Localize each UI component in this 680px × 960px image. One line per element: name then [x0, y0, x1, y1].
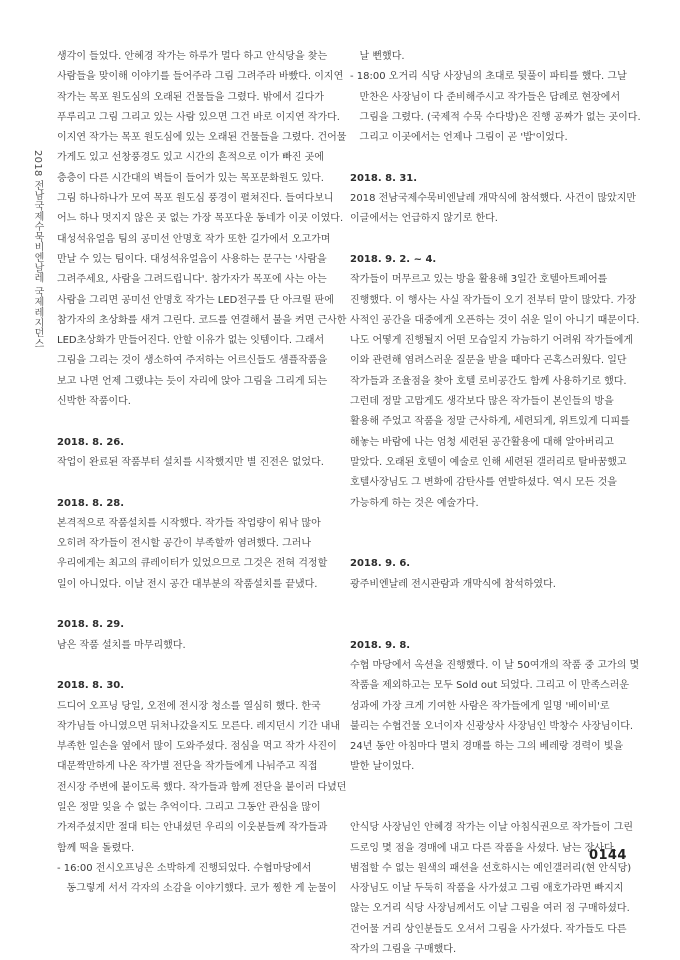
blank-line [350, 514, 640, 534]
text-line: 이와 관련해 염려스러운 질문을 받을 때마다 곤혹스러웠다. 일단 [350, 355, 627, 367]
text-line: 오히려 작가들이 전시할 공간이 부족할까 염려했다. 그러나 [57, 538, 312, 550]
text-line: 건어물 거리 상인분들도 오셔서 그림을 사가셨다. 작가들도 다른 [350, 923, 627, 935]
text-line: 진행했다. 이 행사는 사실 작가들이 오기 전부터 말이 많았다. 가장 [350, 294, 637, 306]
text-line: 남은 작품 설치를 마무리했다. [57, 639, 186, 651]
text-line: 동그렇게 서서 각자의 소감을 이야기했다. 코가 찡한 게 눈물이 [57, 883, 337, 895]
text-line: 사람들을 맞이해 이야기를 들어주라 그림 그려주라 바빴다. 이지연 [57, 71, 344, 83]
date-heading: 2018. 8. 26. [57, 436, 125, 448]
text-line: 가져주셨지만 절대 티는 안내셨던 우리의 이웃분들께 작가들과 [57, 822, 328, 834]
sidebar-event-title: 전남국제수묵비엔날레 국제레지던스 [32, 180, 43, 349]
text-line: 가게도 있고 선창풍경도 있고 시간의 흔적으로 이가 빠진 곳에 [57, 152, 324, 164]
text-line: 생각이 들었다. 안혜경 작가는 하루가 멀다 하고 안식당을 찾는 [57, 51, 328, 62]
blank-line [350, 595, 640, 615]
blank-line [57, 473, 344, 493]
text-line: 대문짝만하게 나온 작가별 전단을 작가들에게 나눠주고 직접 [57, 761, 318, 773]
text-line: 작가의 그림을 구매했다. [350, 944, 457, 956]
text-line: 활용해 주었고 작품을 정말 근사하게, 세련되게, 위트있게 디피를 [350, 416, 630, 428]
text-line: 작품을 제외하고는 모두 Sold out 되었다. 그리고 이 만족스러운 [350, 680, 630, 692]
text-line: 작가님들 아니였으면 뒤처나갔을지도 모른다. 레지던시 기간 내내 [57, 720, 341, 732]
text-line: 층층이 다른 시간대의 벽들이 들어가 있는 목포문화원도 있다. [57, 172, 324, 184]
page-number: 0144 [589, 848, 627, 863]
date-heading: 2018. 8. 30. [57, 680, 125, 692]
text-line: - 18:00 오거리 식당 사장님의 초대로 뒷풀이 파티를 했다. 그날 [350, 71, 627, 83]
text-line: 작가들이 머무르고 있는 방을 활용해 3일간 호텔아트페어를 [350, 274, 608, 286]
text-line: 만찬은 사장님이 다 준비해주시고 작가들은 답례로 현장에서 [350, 91, 621, 103]
blank-line [350, 798, 640, 818]
text-line: 2018 전남국제수묵비엔날레 개막식에 참석했다. 사건이 많았지만 [350, 193, 637, 205]
text-line: 드디어 오프닝 당일, 오전에 전시장 청소를 열심히 했다. 한국 [57, 700, 321, 712]
right-column [350, 47, 640, 960]
sidebar-title [30, 150, 44, 348]
text-line: 안식당 사장님인 안혜경 작가는 이날 아침식권으로 작가들이 그린 [350, 822, 634, 834]
text-line: 불리는 수협건물 오너이자 신광상사 사장님인 박창수 사장님이다. [350, 720, 634, 732]
text-line: 작가는 목포 원도심의 오래된 건물들을 그렸다. 밖에서 길다가 [57, 91, 324, 103]
blank-line [57, 412, 344, 432]
text-line: 일이 아니었다. 이날 전시 공간 대부분의 작품설치를 끝냈다. [57, 578, 318, 590]
text-line: 사람을 그리면 공미선 안명호 작가는 LED전구를 단 아크릴 판에 [57, 294, 334, 306]
text-line: 그림을 그리는 것이 생소하여 주저하는 어르신들도 샘플작품을 [57, 355, 328, 367]
text-line: 작가들과 조율점을 찾아 호텔 로비공간도 함께 사용하기로 했다. [350, 375, 627, 387]
text-line: 우리에게는 최고의 큐레이터가 있었으므로 그것은 전혀 걱정할 [57, 558, 328, 570]
text-line: 날 뻔했다. [350, 51, 405, 62]
text-line: 성과에 가장 크게 기여한 사람은 작가들에게 일명 '베이비'로 [350, 700, 610, 712]
text-line: 함께 떡을 돌렸다. [57, 842, 135, 854]
blank-line [57, 656, 344, 676]
text-line: 가능하게 하는 것은 예술가다. [350, 497, 479, 509]
text-line: 않는 오거리 식당 사장님께서도 이날 그림을 여러 점 구매하셨다. [350, 903, 630, 915]
text-line: 신박한 작품이다. [57, 396, 131, 408]
text-line: 드로잉 몇 점을 경매에 내고 다른 작품을 사셨다. 남는 장사다. [350, 842, 617, 854]
date-heading: 2018. 8. 28. [57, 497, 125, 509]
text-line: 사장님도 이날 두둑히 작품을 사가셨고 그림 애호가라면 빠지지 [350, 883, 624, 895]
text-line: 이글에서는 언급하지 않기로 한다. [350, 213, 498, 225]
text-line: 그림을 그렸다. (국제적 수묵 수다방)은 진행 공짜가 없는 곳이다. [350, 111, 641, 123]
text-line: 이지연 작가는 목포 원도심에 있는 오래된 건물들을 그렸다. 건어물 [57, 132, 347, 144]
sidebar-year: 2018 [32, 150, 43, 177]
text-line: 해놓는 바람에 나는 엄청 세련된 공간활용에 대해 알아버리고 [350, 436, 614, 448]
text-line: 일은 정말 잊을 수 없는 추억이다. 그리고 그동안 관심을 많이 [57, 801, 321, 813]
text-line: 그림 하나하나가 모여 목포 원도심 풍경이 펼쳐진다. 들여다보니 [57, 193, 334, 205]
date-heading: 2018. 8. 29. [57, 619, 125, 631]
text-line: 그려주세요, 사람을 그려드립니다'. 참가자가 목포에 사는 아는 [57, 274, 327, 286]
text-line: 작업이 완료된 작품부터 설치를 시작했지만 별 진전은 없었다. [57, 456, 324, 468]
text-line: 수협 마당에서 옥션을 진행했다. 이 날 50여개의 작품 중 고가의 몇 [350, 659, 640, 671]
blank-line [350, 615, 640, 635]
text-line: 그리고 이곳에서는 언제나 그림이 곧 '밥'이었다. [350, 132, 568, 144]
date-heading: 2018. 9. 6. [350, 558, 411, 570]
text-line: 참가자의 초상화를 새겨 그린다. 코드를 연결해서 불을 켜면 근사한 [57, 314, 347, 326]
text-line: 어느 하나 멋지지 않은 곳 없는 가장 목포다운 동네가 이곳 이였다. [57, 213, 344, 225]
text-line: 그런데 정말 고맙게도 생각보다 많은 작가들이 본인들의 방을 [350, 396, 614, 408]
text-line: 호텔사장님도 그 변화에 감탄사를 연발하셨다. 역시 모든 것을 [350, 477, 617, 489]
date-heading: 2018. 9. 8. [350, 639, 411, 651]
blank-line [350, 778, 640, 798]
text-line: 광주비엔날레 전시관람과 개막식에 참석하였다. [350, 578, 556, 590]
text-line: 부족한 일손을 옆에서 많이 도와주셨다. 점심을 먹고 작가 사진이 [57, 741, 337, 753]
text-line: 푸루리고 그림 그리고 있는 사람 있으면 그건 바로 이지연 작가다. [57, 111, 340, 123]
blank-line [350, 148, 640, 168]
text-line: 말았다. 오래된 호텔이 예술로 인해 세련된 갤러리로 탈바꿈했고 [350, 456, 627, 468]
text-line: LED초상화가 만들어진다. 안할 이유가 없는 잇템이다. 그래서 [57, 335, 325, 347]
blank-line [350, 534, 640, 554]
blank-line [350, 230, 640, 250]
text-line: 대성석유얼음 팀의 공미선 안명호 작가 또한 길가에서 오고가며 [57, 233, 331, 245]
text-line: - 16:00 전시오프닝은 소박하게 진행되었다. 수협마당에서 [57, 862, 312, 874]
text-line: 전시장 주변에 붙이도록 했다. 작가들과 함께 전단을 붙이러 다녔던 [57, 781, 347, 793]
text-line: 만날 수 있는 팀이다. 대성석유얼음이 사용하는 문구는 '사람을 [57, 253, 327, 265]
left-column [57, 47, 347, 899]
text-line: 보고 나면 언제 그랬냐는 듯이 자리에 앉아 그림을 그리게 되는 [57, 375, 328, 387]
date-heading: 2018. 9. 2. ~ 4. [350, 253, 437, 265]
text-line: 나도 어떻게 진행될지 어떤 모습일지 가늠하기 어려워 작가들에게 [350, 335, 634, 347]
text-line: 범접할 수 없는 원색의 패션을 선호하시는 예인갤러리(현 안식당) [350, 862, 632, 874]
text-line: 본격적으로 작품설치를 시작했다. 작가들 작업량이 워낙 많아 [57, 517, 321, 529]
blank-line [57, 595, 344, 615]
text-line: 사적인 공간을 대중에게 오픈하는 것이 쉬운 일이 아니기 때문이다. [350, 314, 640, 326]
text-line: 발한 날이었다. [350, 761, 415, 773]
date-heading: 2018. 8. 31. [350, 172, 418, 184]
text-line: 24년 동안 아침마다 멸치 경매를 하는 그의 베레랑 경력이 빛을 [350, 741, 624, 753]
